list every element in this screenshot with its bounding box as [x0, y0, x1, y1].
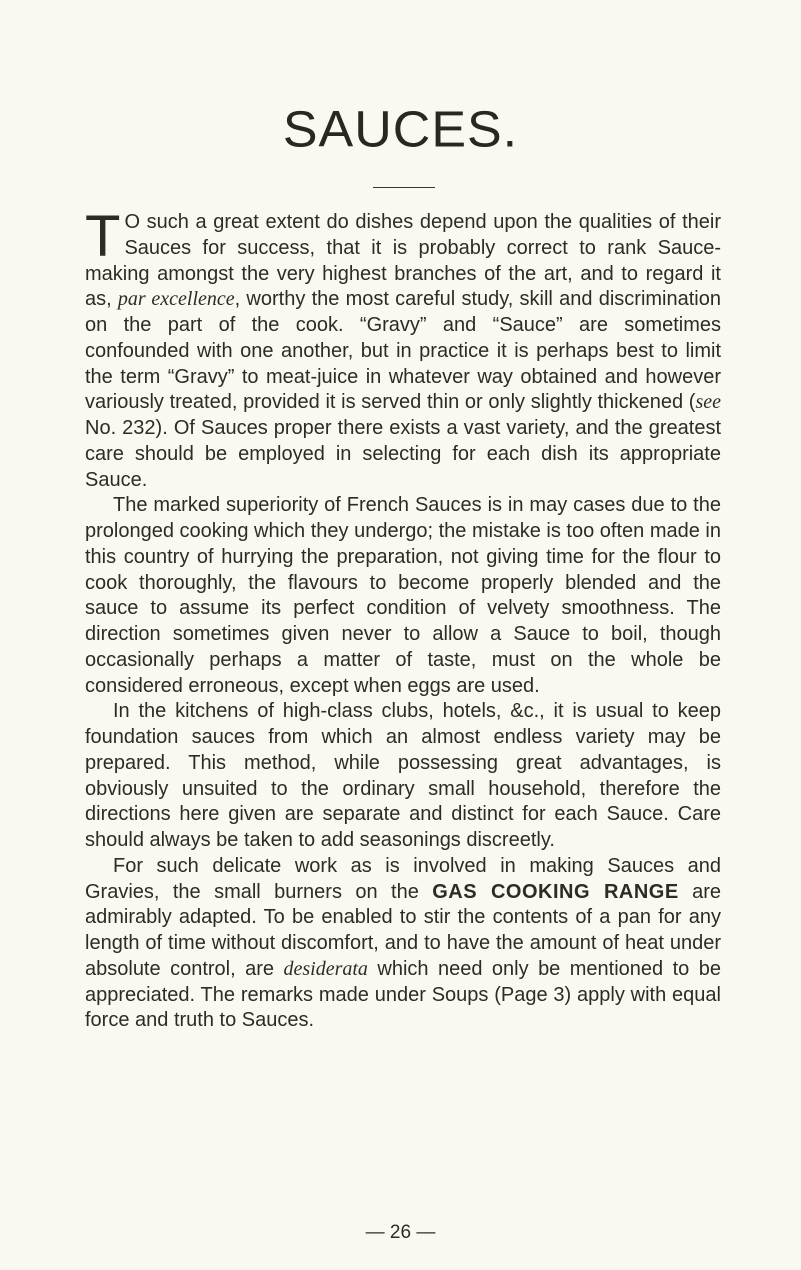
- page-number: — 26 —: [365, 1222, 436, 1243]
- paragraph-3: In the kitchens of high-class clubs, hotels, &c., it is usual to keep foundation sauces from which an almost endless variety may be prepared. This method, while possessing great advantages, is obviously unsuited to the ordinary small household, therefore the directions here given are separate and distinct for each Sauce. Care should always be taken to add seasonings discreetly.: [85, 700, 721, 851]
- body-text: [85, 204, 722, 1034]
- p1-italic-see: see: [695, 391, 721, 414]
- p1-italic-par-excellence: par excellence: [117, 288, 235, 311]
- p1-text-c: No. 232). Of Sauces proper there exists a vast variety, and the greatest care should be employed in selecting for each dish its appropriate Sauce.: [85, 417, 721, 491]
- paragraph-1: [85, 204, 721, 493]
- chapter-title: SAUCES.: [282, 101, 519, 159]
- p4-text-a: For such delicate work as is involved in making Sauces and Gravies, the small burners on the: [85, 854, 721, 903]
- drop-cap: T: [85, 204, 121, 269]
- title-rule: [373, 187, 435, 188]
- p4-text-c: which need only be mentioned to be appreciated. The remarks made under Soups (Page 3) apply with equal force and truth to Sauces.: [85, 957, 722, 1032]
- p1-text-a: O such a great extent do dishes depend upon the qualities of their Sauces for success, that it is probably correct to rank Sauce-making amongst the very highest branches of the art, and to regard it as,: [85, 211, 721, 311]
- p4-text-b: are admirably adapted. To be enabled to stir the contents of a pan for any length of time without discomfort, and to have the amount of heat under absolute control, are: [85, 880, 721, 980]
- p1-text-b: , worthy the most careful study, skill and discrimination on the part of the cook. “Gravy” and “Sauce” are sometimes confounded with one another, but in practice it is perhaps best to limit the term “Gravy” to meat-juice in whatever way obtained and however variously treated, provided it is served thin or only slightly thickened (: [85, 288, 721, 414]
- paragraph-2: The marked superiority of French Sauces is in may cases due to the prolonged cooking which they undergo; the mistake is too often made in this country of hurrying the preparation, not giving time for the flour to cook thoroughly, the flavours to become properly blended and the sauce to assume its perfect condition of velvety smoothness. The direction sometimes given never to allow a Sauce to boil, though occasionally perhaps a matter of taste, must on the whole be considered erroneous, except when eggs are used.: [85, 494, 721, 697]
- p4-italic-desiderata: desiderata: [283, 957, 368, 980]
- paragraph-4: [85, 854, 721, 1034]
- p4-bold-gas-cooking-range: GAS COOKING RANGE: [432, 880, 679, 903]
